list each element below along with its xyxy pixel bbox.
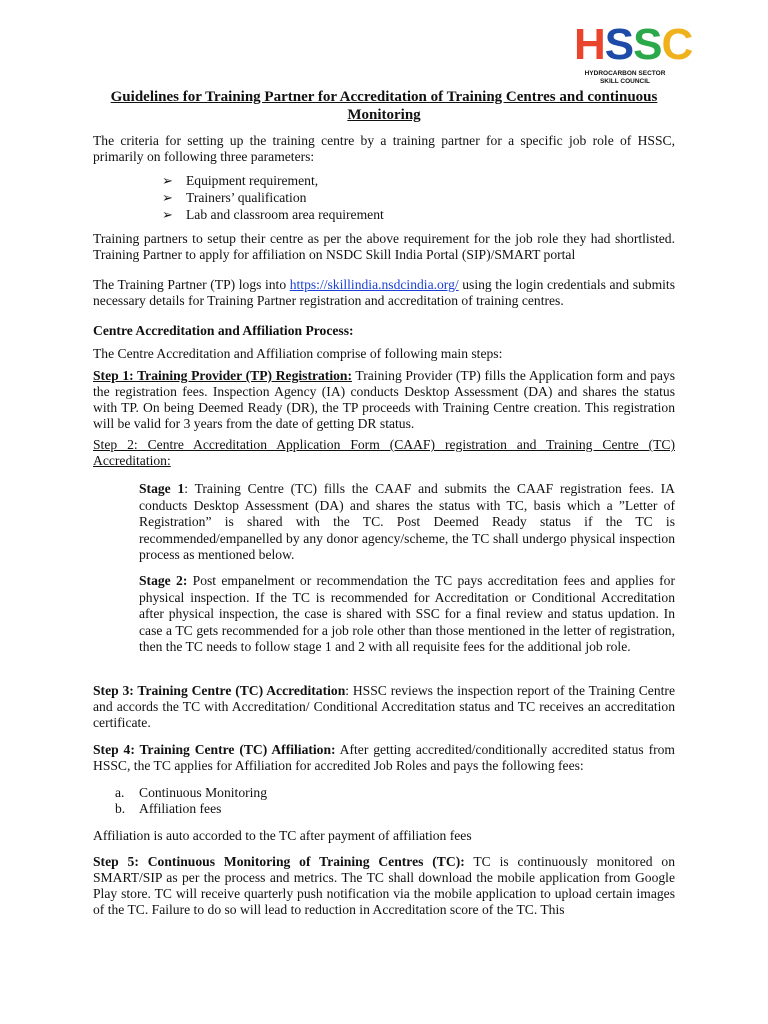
stage2-paragraph: Stage 2: Post empanelment or recommendation the TC pays accreditation fees and applies for physical inspection. If the TC is recommended for Accreditation or Conditional Accreditation after physical inspection, the case is shared with SSC for a final review and status updation. In case a TC gets recommended for a job role other than those mentioned in the letter of registration, then the TC needs to follow stage 1 and 2 with all requisite fees for the additional job role. [139, 573, 675, 654]
skillindia-link[interactable]: https://skillindia.nsdcindia.org/ [289, 277, 459, 292]
step2-heading: Step 2: Centre Accreditation Application Form (CAAF) registration and Training Centre (TC) Accreditation: [93, 437, 675, 468]
arrow-bullet-icon: ➢ [162, 207, 173, 222]
step5-paragraph: Step 5: Continuous Monitoring of Training Centres (TC): TC is continuously monitored on SMART/SIP as per the process and metrics. The TC shall download the mobile application from Google Play store. TC will receive quarterly push notification via the mobile application to upload certain images of the TC. Failure to do so will lead to reduction in Accreditation score of the TC. This [93, 854, 675, 917]
step1-label: Step 1: Training Provider (TP) Registration: [93, 368, 352, 383]
logo-letter-s1: S [604, 20, 634, 69]
setup-paragraph: Training partners to setup their centre as per the above requirement for the job role they had shortlisted. Training Partner to apply for affiliation on NSDC Skill India Portal (SIP)/SMART portal [93, 231, 675, 262]
logo-letter-h: H [574, 20, 605, 69]
hssc-logo [574, 20, 693, 90]
logo-letter-c: C [661, 20, 693, 69]
document-page: H S S C HYDROCARBON SECTOR SKILL COUNCIL Guidelines for Training Partner for Accreditation of Training Centres and continuous Monitoring The criteria for setting up the training centre by a training partner for a specific job role of HSSC, primarily on following three parameters: ➢ Equipment requirement, ➢ Trainers’ qualification ➢ Lab and classroom area requirement Training partners to setup their centre as per the above requirement for the job role they had shortlisted. Training Partner to apply for affiliation on NSDC Skill India Portal (SIP)/SMART portal The Training Partner (TP) logs into https://skillindia.nsdcindia.org/ using the login credentials and submits necessary details for Training Partner registration and accreditation of training centres. Centre Accreditation and Affiliation Process: The Centre Accreditation and Affiliation comprise of following main steps: Step 1: Training Provider (TP) Registration: Training Provider (TP) fills the Application form and pays the registration fees. Inspection Agency (IA) conducts Desktop Assessment (DA) and shares the status with TP. On being Deemed Ready (DR), the TP proceeds with Training Centre creation. This registration will be valid for 3 years from the date of getting DR status. Step 2: Centre Accreditation Application Form (CAAF) registration and Training Centre (TC) Accreditation: Stage 1: Training Centre (TC) fills the CAAF and submits the CAAF registration fees. IA conducts Desktop Assessment (DA) and shares the status with TC, basis which a ”Letter of Registration” is shared with the TC. Post Deemed Ready status if the TC is recommended/empanelled by any donor agency/scheme, the TC shall undergo physical inspection process as mentioned below. Stage 2: Post empanelment or recommendation the TC pays accreditation fees and applies for physical inspection. If the TC is recommended for Accreditation or Conditional Accreditation after physical inspection, the case is shared with SSC for a final review and status updation. In case a TC gets recommended for a job role other than those mentioned in the letter of registration, then the TC needs to follow stage 1 and 2 with all requisite fees for the additional job role. Step 3: Training Centre (TC) Accreditation: HSSC reviews the inspection report of the Training Centre and accords the TC with Accreditation/ Conditional Accreditation status and TC receives an accreditation certificate. Step 4: Training Centre (TC) Affiliation: After getting accredited/conditionally accredited status from HSSC, the TC applies for Affiliation for accredited Job Roles and pays the following fees: a. Continuous Monitoring b. Affiliation fees Affiliation is auto accorded to the TC after payment of affiliation fees Step 5: Continuous Monitoring of Training Centres (TC): TC is continuously monitored on SMART/SIP as per the process and metrics. The TC shall download the mobile application from Google Play store. TC will receive quarterly push notification via the mobile application to upload certain images of the TC. Failure to do so will lead to reduction in Accreditation score of the TC. This [93, 20, 693, 917]
arrow-bullet-icon: ➢ [162, 173, 173, 188]
step4-label: Step 4: Training Centre (TC) Affiliation: [93, 742, 336, 757]
step5-label: Step 5: Continuous Monitoring of Training Centres (TC): [93, 854, 465, 869]
logo-subtitle-line2: SKILL COUNCIL [599, 78, 651, 85]
logo-subtitle-line1: HYDROCARBON SECTOR [584, 70, 666, 77]
intro-paragraph: The criteria for setting up the training centre by a training partner for a specific job role of HSSC, primarily on following three parameters: [93, 133, 675, 164]
section-heading: Centre Accreditation and Affiliation Process: [93, 323, 354, 338]
logo-subtitle [580, 70, 670, 86]
document-title: Guidelines for Training Partner for Accreditation of Training Centres and continuous Monitoring [110, 89, 658, 123]
section-intro: The Centre Accreditation and Affiliation comprise of following main steps: [93, 346, 503, 361]
stage1-paragraph: Stage 1: Training Centre (TC) fills the CAAF and submits the CAAF registration fees. IA conducts Desktop Assessment (DA) and shares the status with TC, basis which a ”Letter of Registration” is shared with the TC. Post Deemed Ready status if the TC is recommended/empanelled by any donor agency/scheme, the TC shall undergo physical inspection process as mentioned below. [139, 481, 675, 562]
login-paragraph: The Training Partner (TP) logs into https://skillindia.nsdcindia.org/ using the login credentials and submits necessary details for Training Partner registration and accreditation of training centres. [93, 277, 675, 308]
step3-label: Step 3: Training Centre (TC) Accreditation [93, 683, 346, 698]
affiliation-note: Affiliation is auto accorded to the TC after payment of affiliation fees [93, 828, 472, 843]
arrow-bullet-icon: ➢ [162, 190, 173, 205]
step1-paragraph: Step 1: Training Provider (TP) Registration: Training Provider (TP) fills the Application form and pays the registration fees. Inspection Agency (IA) conducts Desktop Assessment (DA) and shares the status with TP. On being Deemed Ready (DR), the TP proceeds with Training Centre creation. This registration will be valid for 3 years from the date of getting DR status. [93, 368, 675, 431]
stage2-label: Stage 2: [139, 573, 188, 588]
logo-letter-s2: S [633, 20, 662, 69]
logo-letters [574, 20, 693, 69]
step3-paragraph: Step 3: Training Centre (TC) Accreditation: HSSC reviews the inspection report of the Training Centre and accords the TC with Accreditation/ Conditional Accreditation status and TC receives an accreditation certificate. [93, 683, 675, 730]
stage1-label: Stage 1 [139, 481, 185, 496]
step4-paragraph: Step 4: Training Centre (TC) Affiliation: After getting accredited/conditionally accredited status from HSSC, the TC applies for Affiliation for accredited Job Roles and pays the following fees: [93, 742, 675, 773]
